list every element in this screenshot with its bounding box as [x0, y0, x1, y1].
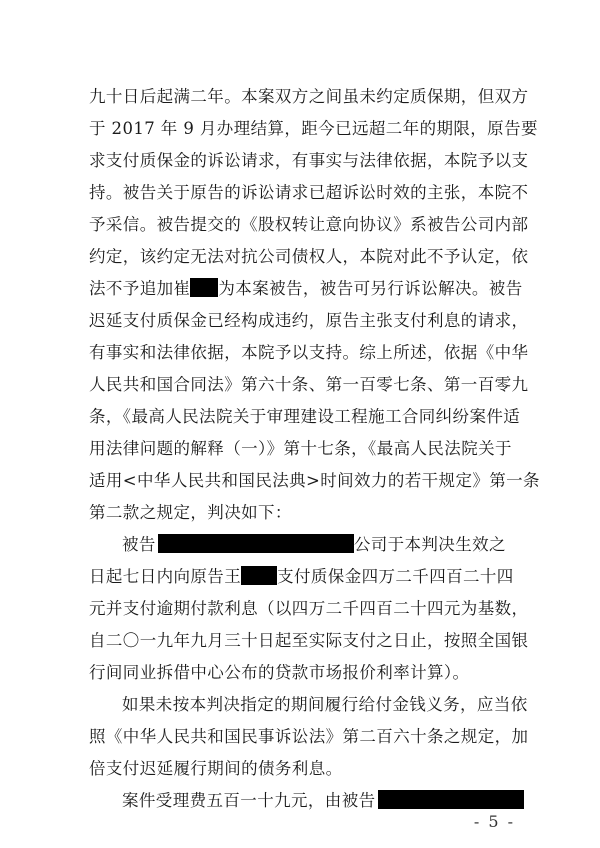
redaction-block [378, 790, 524, 809]
text-line: 约定，该约定无法对抗公司债权人，本院对此不予认定，依 [89, 247, 529, 266]
text-line: 于 2017 年 9 月办理结算，距今已远超二年的期限，原告要 [89, 119, 538, 138]
redaction-block [241, 566, 277, 585]
text-line: 九十日后起满二年。本案双方之间虽未约定质保期，但双方 [89, 87, 529, 106]
page-number: - 5 - [473, 812, 515, 831]
text-line: 照《中华人民共和国民事诉讼法》第二百六十条之规定，加 [89, 727, 529, 746]
text-line: 第二款之规定，判决如下： [89, 503, 292, 522]
text-segment: 为本案被告，被告可另行诉讼解决。被告 [218, 279, 523, 298]
judgment-line [122, 533, 522, 557]
text-line: 迟延支付质保金已经构成违约，原告主张支付利息的请求， [89, 311, 529, 330]
text-line: 元并支付逾期付款利息（以四万二千四百二十四元为基数， [89, 599, 529, 618]
text-line: 行间同业拆借中心公布的贷款市场报价利率计算）。 [89, 663, 470, 682]
text-segment: 支付质保金四万二千四百二十四 [277, 567, 514, 586]
text-line: 条，《最高人民法院关于审理建设工程施工合同纠纷案件适 [89, 407, 521, 426]
text-line: 人民共和国合同法》第六十条、第一百零七条、第一百零九 [89, 375, 529, 394]
text-segment: 法不予追加崔 [89, 279, 191, 298]
text-line: 用法律问题的解释（一）》第十七条，《最高人民法院关于 [89, 439, 512, 458]
text-line: 如果未按本判决指定的期间履行给付金钱义务，应当依 [122, 695, 528, 714]
text-segment: 被告 [122, 535, 156, 554]
fee-line [122, 789, 522, 813]
text-segment: 公司于本判决生效之 [353, 535, 506, 554]
redaction-block [190, 278, 218, 297]
text-segment: 案件受理费五百一十九元，由被告 [122, 791, 376, 810]
text-line-with-redaction [89, 277, 523, 301]
text-line-with-redaction [89, 565, 519, 589]
text-line: 持。被告关于原告的诉讼请求已超诉讼时效的主张，本院不 [89, 183, 529, 202]
redaction-block [158, 534, 354, 553]
text-line: 予采信。被告提交的《股权转让意向协议》系被告公司内部 [89, 215, 529, 234]
text-line: 倍支付迟延履行期间的债务利息。 [89, 759, 343, 778]
text-segment: 日起七日内向原告王 [89, 567, 242, 586]
text-line: 求支付质保金的诉讼请求，有事实与法律依据，本院予以支 [89, 151, 529, 170]
text-line: 适用<中华人民共和国民法典>时间效力的若干规定》第一条 [89, 471, 540, 490]
text-line: 自二〇一九年九月三十日起至实际支付之日止，按照全国银 [89, 631, 529, 650]
text-line: 有事实和法律依据，本院予以支持。综上所述，依据《中华 [89, 343, 529, 362]
